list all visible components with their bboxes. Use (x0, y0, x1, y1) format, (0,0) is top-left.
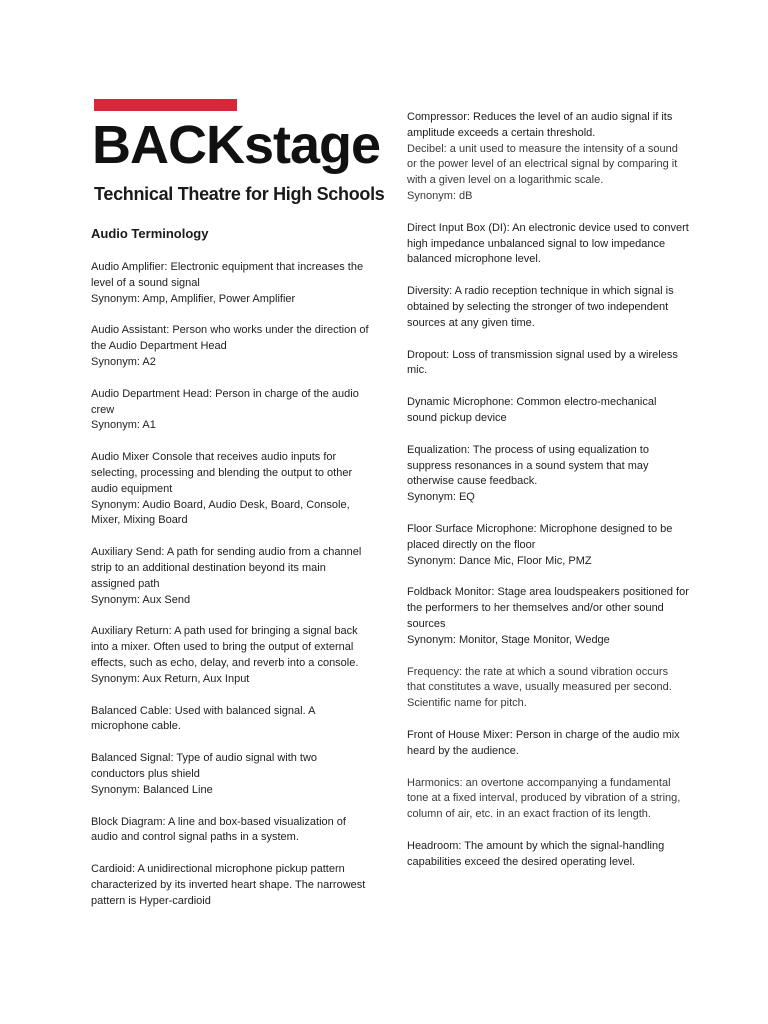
section-heading: Audio Terminology (91, 226, 209, 241)
term-synonym: Synonym: Audio Board, Audio Desk, Board, Console, Mixer, Mixing Board (91, 498, 350, 527)
term-synonym: Synonym: EQ (407, 491, 475, 504)
term-definition: Audio Amplifier: Electronic equipment that increases the level of a sound signal (91, 261, 364, 289)
term-definition: Audio Department Head: Person in charge of the audio crew (91, 387, 359, 416)
right-column (407, 110, 689, 886)
term-synonym: Synonym: Aux Send (91, 593, 191, 606)
term-entry (407, 284, 689, 331)
term-entry (91, 387, 371, 434)
term-entry (91, 450, 371, 529)
term-entry (407, 395, 689, 427)
term-synonym: Synonym: Balanced Line (91, 783, 213, 796)
term-entry (407, 665, 689, 712)
term-synonym: Synonym: Dance Mic, Floor Mic, PMZ (407, 554, 592, 567)
term-entry (91, 624, 371, 687)
term-definition: Decibel: a unit used to measure the intensity of a sound or the power level of an electrical signal by comparing it with a given level on a logarithmic scale. (407, 142, 678, 187)
term-synonym: Synonym: A1 (91, 419, 156, 432)
term-definition: Front of House Mixer: Person in charge of the audio mix heard by the audience. (407, 728, 680, 757)
term-entry (407, 728, 689, 760)
term-definition: Auxiliary Return: A path used for bringing a signal back into a mixer. Often used to bring the output of external effects, such as echo, delay, and reverb into a console. (91, 625, 359, 669)
term-definition: Auxiliary Send: A path for sending audio from a channel strip to an additional destination beyond its main assigned path (91, 546, 362, 590)
term-definition: Audio Assistant: Person who works under the direction of the Audio Department Head (91, 324, 369, 353)
term-synonym: Synonym: Aux Return, Aux Input (91, 672, 250, 685)
term-entry (407, 110, 689, 142)
term-definition: Cardioid: A unidirectional microphone pickup pattern characterized by its inverted heart shape. The narrowest pattern is Hyper-cardioid (91, 863, 366, 907)
term-definition: Frequency: the rate at which a sound vibration occurs that constitutes a wave, usually measured per second. Scientific name for pitch. (407, 665, 672, 710)
logo-subtitle: Technical Theatre for High Schools (94, 184, 385, 204)
term-definition: Foldback Monitor: Stage area loudspeakers positioned for the performers to her themselves and/or other sound sources (407, 586, 689, 630)
term-synonym: Synonym: Monitor, Stage Monitor, Wedge (407, 633, 610, 646)
term-entry (91, 704, 371, 736)
term-entry (91, 815, 371, 847)
term-definition: Dynamic Microphone: Common electro-mechanical sound pickup device (407, 396, 657, 424)
term-definition: Floor Surface Microphone: Microphone designed to be placed directly on the floor (407, 522, 673, 551)
term-entry (407, 585, 689, 648)
term-definition: Diversity: A radio reception technique in which signal is obtained by selecting the stronger of two independent sources at any given time. (407, 285, 674, 329)
logo-title: BACKstage (92, 115, 381, 175)
term-entry (407, 522, 689, 569)
term-definition: Equalization: The process of using equalization to suppress resonances in a sound system that may otherwise cause feedback. (407, 443, 649, 488)
term-entry (407, 142, 689, 205)
term-definition: Compressor: Reduces the level of an audio signal if its amplitude exceeds a certain threshold. (407, 111, 673, 139)
left-column (91, 260, 371, 926)
term-definition: Headroom: The amount by which the signal-handling capabilities exceed the desired operating level. (407, 839, 665, 868)
term-entry (91, 862, 371, 909)
term-entry (91, 751, 371, 798)
term-entry (407, 348, 689, 380)
term-entry (91, 545, 371, 608)
term-definition: Balanced Cable: Used with balanced signal. A microphone cable. (91, 704, 315, 733)
term-definition: Block Diagram: A line and box-based visualization of audio and control signal paths in a system. (91, 815, 346, 844)
term-definition: Balanced Signal: Type of audio signal with two conductors plus shield (91, 752, 318, 780)
term-synonym: Synonym: A2 (91, 355, 156, 368)
term-definition: Audio Mixer Console that receives audio inputs for selecting, processing and blending the output to other audio equipment (91, 451, 353, 495)
term-definition: Direct Input Box (DI): An electronic device used to convert high impedance unbalanced signal to low impedance balanced microphone level. (407, 221, 689, 266)
term-entry (407, 443, 689, 506)
term-definition: Dropout: Loss of transmission signal used by a wireless mic. (407, 348, 678, 377)
term-synonym: Synonym: Amp, Amplifier, Power Amplifier (91, 292, 296, 305)
term-entry (91, 260, 371, 307)
term-entry (407, 839, 689, 871)
accent-bar (94, 99, 237, 111)
term-entry (91, 323, 371, 370)
term-definition: Harmonics: an overtone accompanying a fundamental tone at a fixed interval, produced by vibration of a string, column of air, etc. in an exact fraction of its length. (407, 776, 681, 821)
term-entry (407, 221, 689, 268)
term-synonym: Synonym: dB (407, 189, 473, 202)
term-entry (407, 776, 689, 823)
